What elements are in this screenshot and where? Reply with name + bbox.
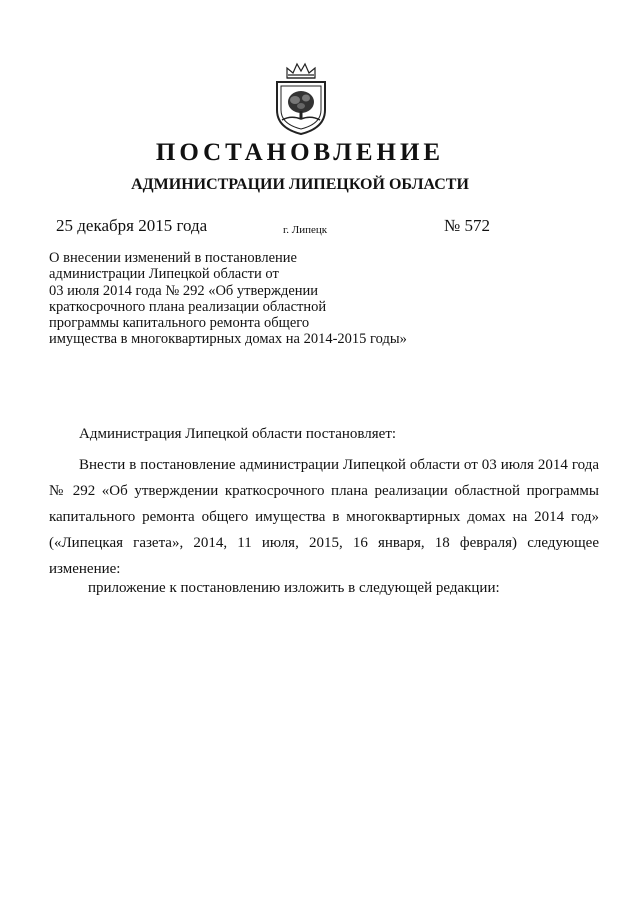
- resolution-amendment: приложение к постановлению изложить в следующей редакции:: [88, 580, 500, 596]
- document-date: 25 декабря 2015 года: [56, 216, 208, 235]
- resolution-paragraph: Внести в постановление администрации Липецкой области от 03 июля 2014 года № 292 «Об утверждении краткосрочного плана реализации областной программы капитального ремонта общего имущества в многоквартирных домах на 2014 год» («Липецкая газета», 2014, 11 июля, 2015, 16 января, 18 февраля) следующее изменение:: [49, 457, 599, 577]
- subject-line: программы капитального ремонта общего: [49, 315, 310, 332]
- subject-line: краткосрочного плана реализации областной: [49, 298, 327, 315]
- subject-line: имущества в многоквартирных домах на 2014-2015 годы»: [49, 331, 407, 348]
- document-city: г. Липецк: [283, 224, 328, 236]
- subject-line: администрации Липецкой области от: [49, 266, 279, 283]
- coat-of-arms-icon: [271, 60, 331, 136]
- document-number: № 572: [444, 216, 490, 235]
- document-title: ПОСТАНОВЛЕНИЕ: [155, 139, 445, 166]
- subject-line: О внесении изменений в постановление: [49, 250, 297, 266]
- resolution-intro: Администрация Липецкой области постановляет:: [79, 426, 397, 442]
- subject-line: 03 июля 2014 года № 292 «Об утверждении: [49, 282, 319, 299]
- document-subject: [49, 250, 449, 348]
- issuing-authority: АДМИНИСТРАЦИИ ЛИПЕЦКОЙ ОБЛАСТИ: [131, 176, 469, 193]
